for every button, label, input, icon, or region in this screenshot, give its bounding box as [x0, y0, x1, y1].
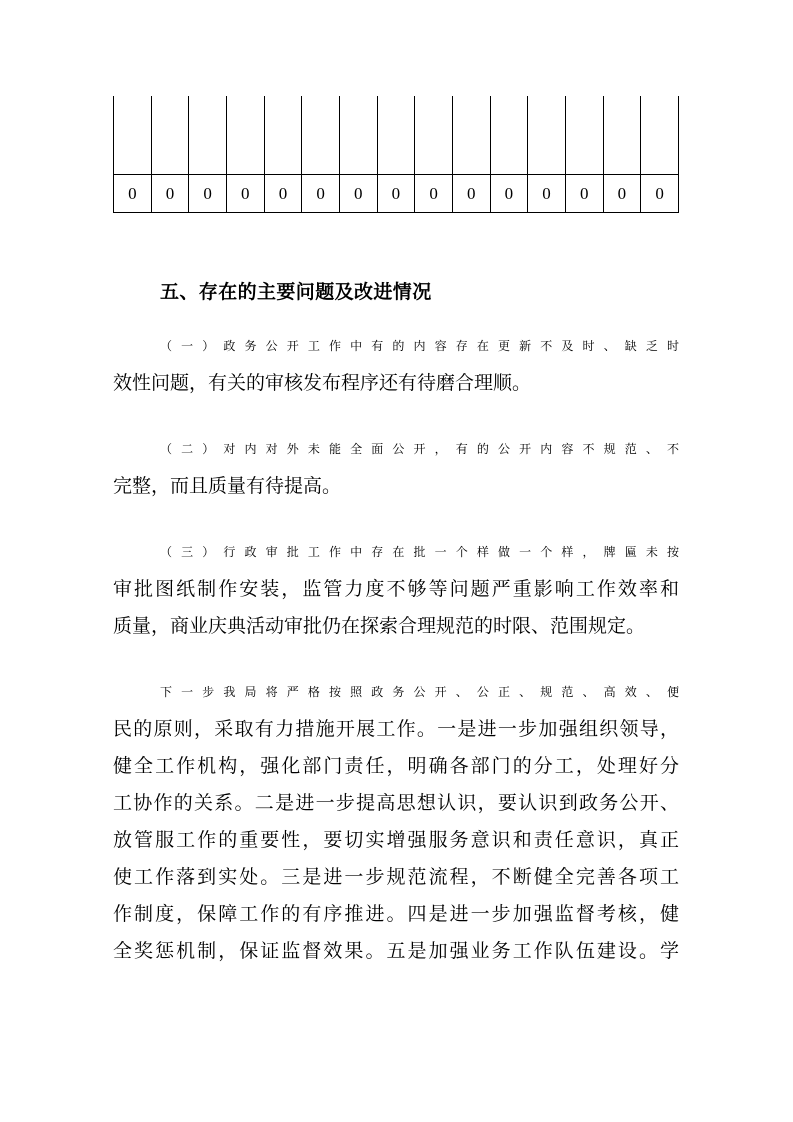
table-cell [490, 96, 528, 175]
table-cell [415, 96, 453, 175]
table-value-cell: 0 [565, 175, 603, 213]
table-cell [226, 96, 264, 175]
table-header-continuation-row [114, 96, 679, 175]
paragraph-line: 使工作落到实处。三是进一步规范流程，不断健全完善各项工 [113, 866, 679, 888]
paragraph-problem-2 [113, 431, 679, 505]
paragraph-line: 下一步我局将严格按照政务公开、公正、规范、高效、便 [160, 685, 679, 699]
table-value-cell: 0 [528, 175, 566, 213]
statistics-table-fragment [113, 96, 679, 212]
paragraph-line: 全奖惩机制，保证监督效果。五是加强业务工作队伍建设。学 [113, 940, 679, 962]
table-value-cell: 0 [490, 175, 528, 213]
paragraph-problem-3 [113, 534, 679, 645]
table-value-cell: 0 [264, 175, 302, 213]
table-cell [565, 96, 603, 175]
paragraph-line: 效性问题，有关的审核发布程序还有待磨合理顺。 [113, 372, 532, 394]
table-value-cell: 0 [151, 175, 189, 213]
paragraph-problem-1 [113, 328, 679, 402]
table-cell [114, 96, 152, 175]
paragraph-line: 质量，商业庆典活动审批仍在探索合理规范的时限、范围规定。 [113, 615, 646, 637]
paragraph-line: 放管服工作的重要性，要切实增强服务意识和责任意识，真正 [113, 829, 679, 851]
table-cell [339, 96, 377, 175]
table-cell [302, 96, 340, 175]
table-value-cell: 0 [415, 175, 453, 213]
paragraph-line: （一）政务公开工作中有的内容存在更新不及时、缺乏时 [160, 339, 679, 353]
paragraph-line: 健全工作机构，强化部门责任，明确各部门的分工，处理好分 [113, 755, 679, 777]
paragraph-line: 民的原则，采取有力措施开展工作。一是进一步加强组织领导， [113, 718, 679, 740]
table-cell [264, 96, 302, 175]
table-value-cell: 0 [641, 175, 679, 213]
paragraph-line: （二）对内对外未能全面公开，有的公开内容不规范、不 [160, 442, 679, 456]
table-cell [603, 96, 641, 175]
table-value-cell: 0 [452, 175, 490, 213]
table-value-cell: 0 [339, 175, 377, 213]
table-cell [151, 96, 189, 175]
table-row [114, 175, 679, 213]
table-value-cell: 0 [226, 175, 264, 213]
table-cell [452, 96, 490, 175]
table-cell [189, 96, 227, 175]
paragraph-line: 作制度，保障工作的有序推进。四是进一步加强监督考核，健 [113, 903, 679, 925]
table-cell [528, 96, 566, 175]
paragraph-next-steps [113, 674, 679, 970]
statistics-table [113, 96, 679, 213]
table-value-cell: 0 [114, 175, 152, 213]
section-heading: 五、存在的主要问题及改进情况 [160, 281, 432, 303]
table-value-cell: 0 [603, 175, 641, 213]
paragraph-line: （三）行政审批工作中存在批一个样做一个样，牌匾未按 [160, 545, 679, 559]
table-cell [377, 96, 415, 175]
table-cell [641, 96, 679, 175]
table-value-cell: 0 [189, 175, 227, 213]
paragraph-line: 审批图纸制作安装，监管力度不够等问题严重影响工作效率和 [113, 578, 679, 600]
table-value-cell: 0 [377, 175, 415, 213]
paragraph-line: 完整，而且质量有待提高。 [113, 475, 342, 497]
table-value-cell: 0 [302, 175, 340, 213]
paragraph-line: 工协作的关系。二是进一步提高思想认识，要认识到政务公开、 [113, 792, 679, 814]
